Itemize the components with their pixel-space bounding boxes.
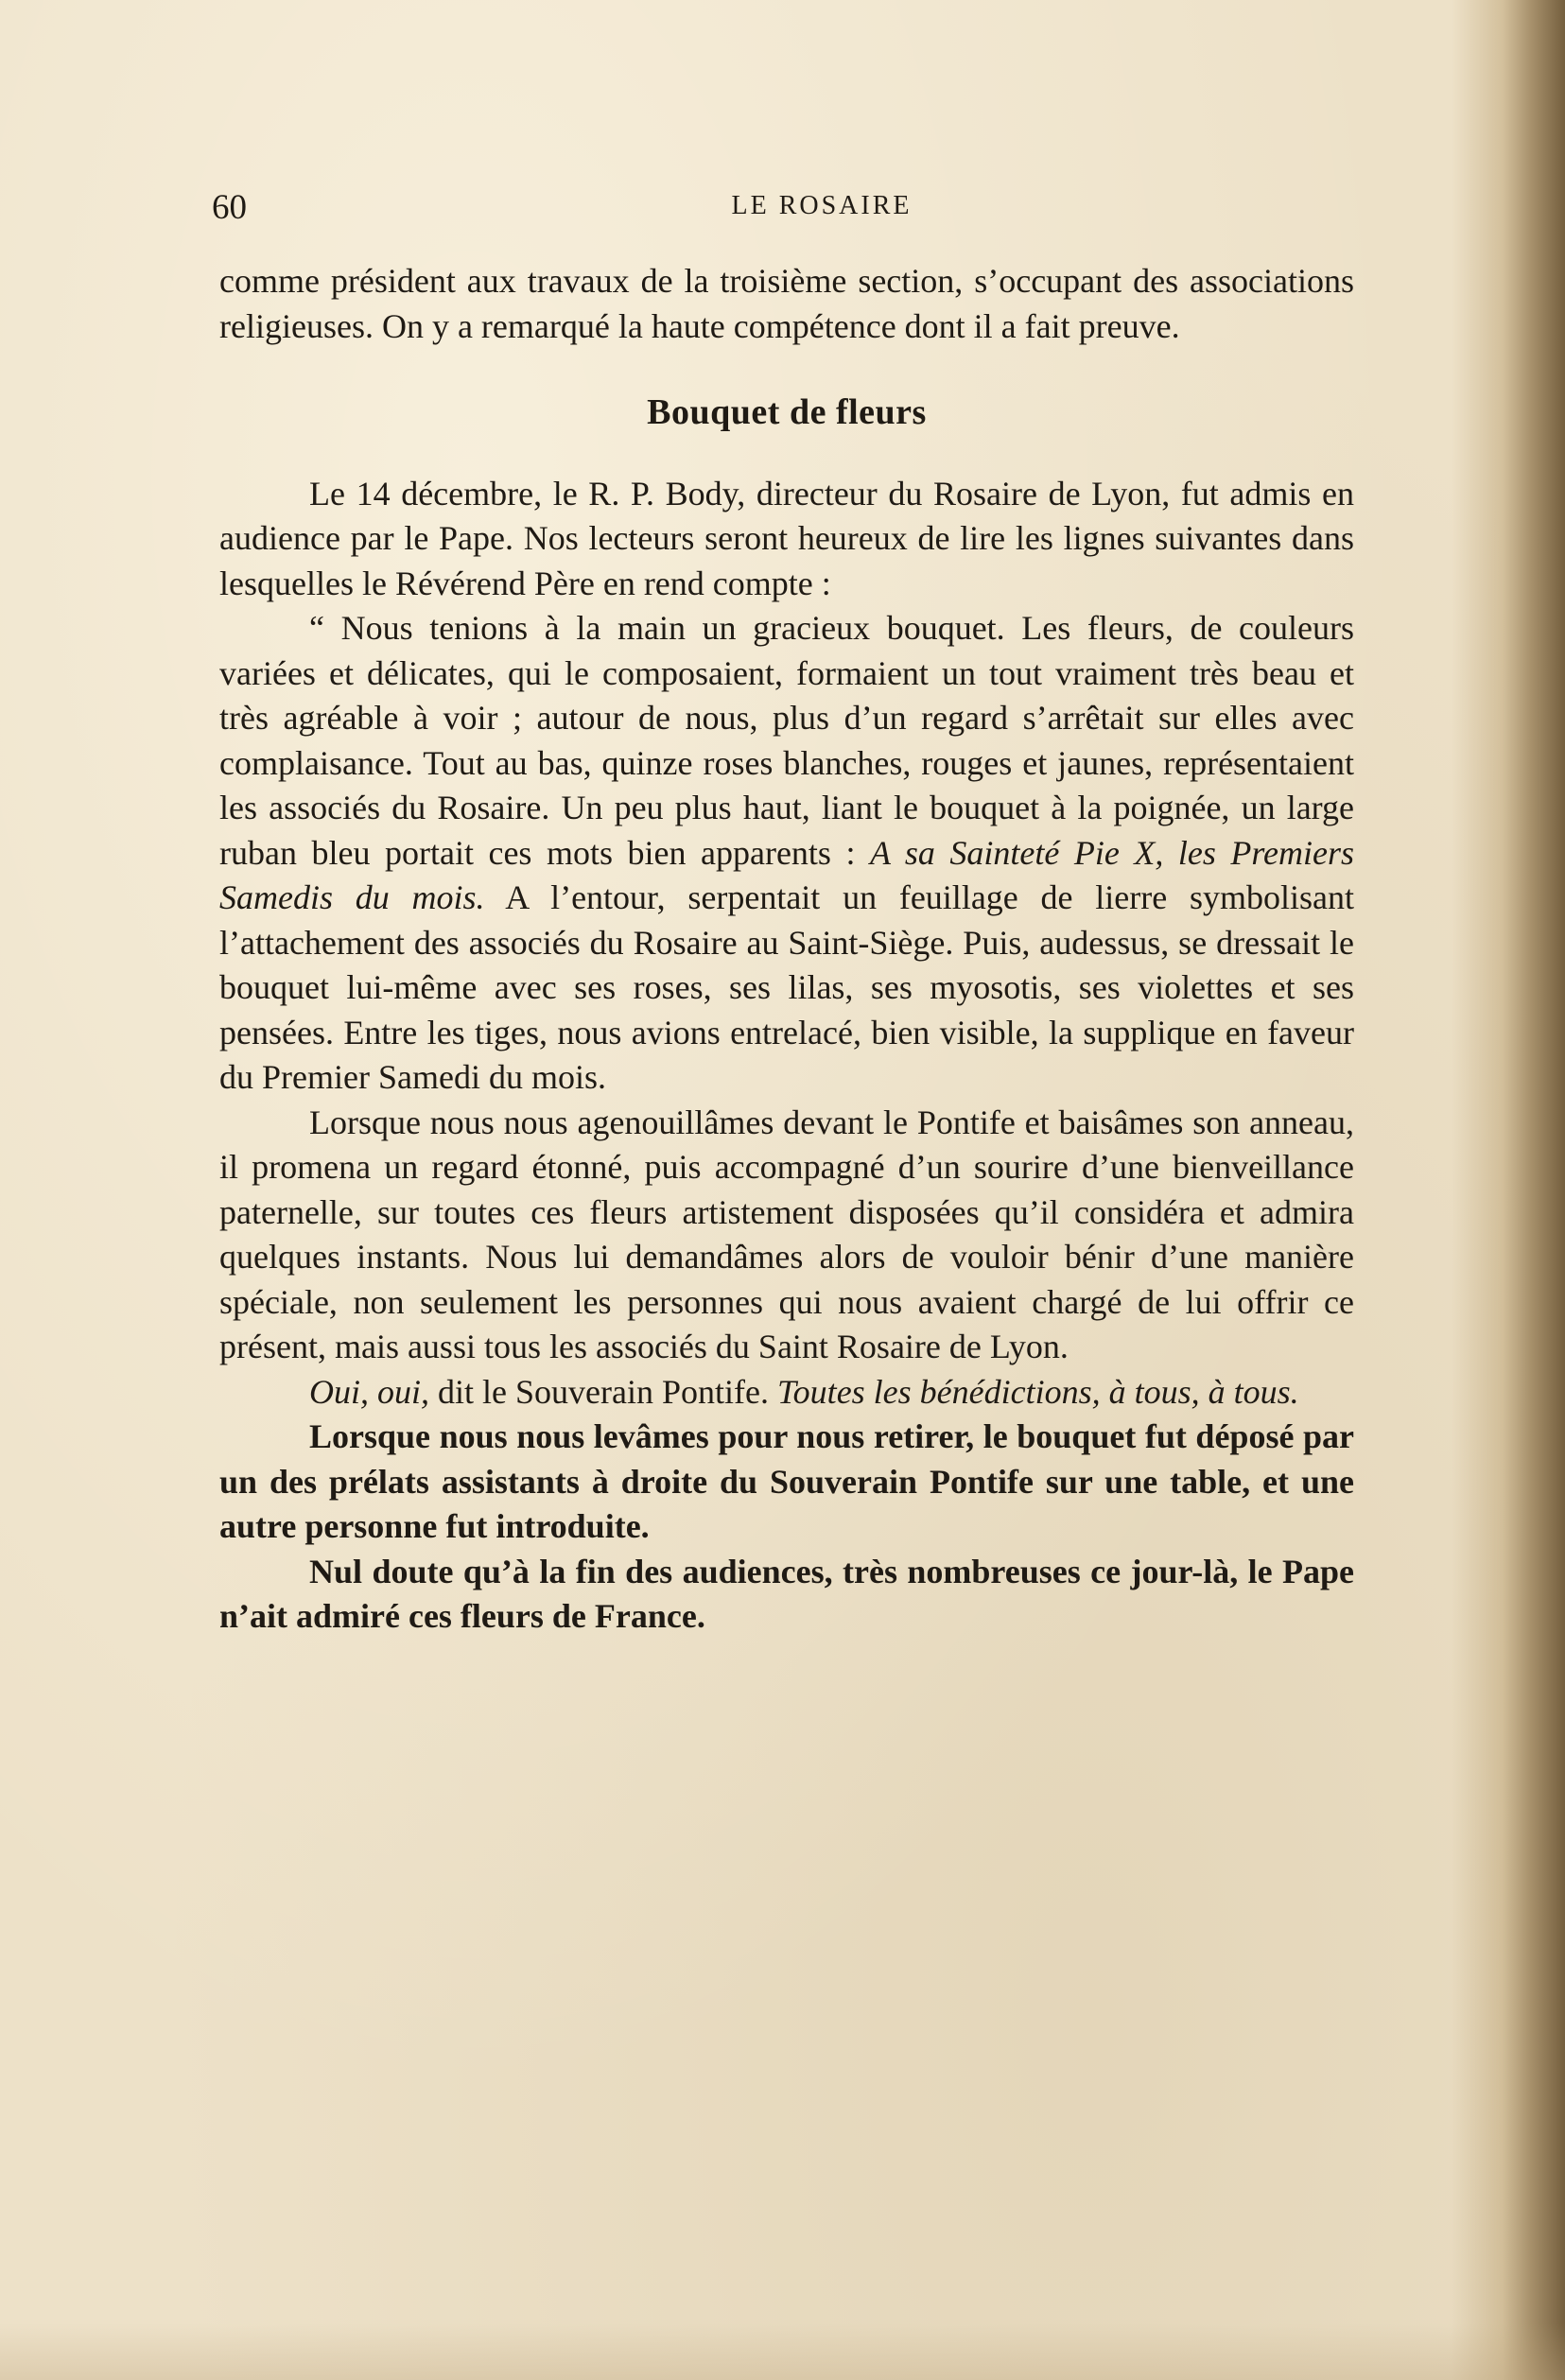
page-body xyxy=(219,259,1354,1640)
paragraph-audience: Lorsque nous nous agenouillâmes devant le Pontife et baisâmes son anneau, il promena un regard étonné, puis accompagné d’un sourire d’une bienveillance paternelle, sur toutes ces fleurs artistement disposées qu’il considéra et admira quelques instants. Nous lui demandâmes alors de vouloir bénir d’une manière spéciale, non seulement les personnes qui nous avaient chargé de lui offrir ce présent, mais aussi tous les associés du Saint Rosaire de Lyon. xyxy=(219,1103,1354,1365)
quote-text-end: A l’entour, serpentait un feuillage de lierre symbolisant l’attachement des associés du Rosaire au Saint-Siège. Puis, audessus, se dressait le bouquet lui-même avec ses roses, ses lilas, ses myosotis, ses violettes et ses pensées. Entre les tiges, nous avions entrelacé, bien visible, la supplique en faveur du Premier Samedi du mois. xyxy=(219,878,1354,1096)
page-bottom-shade xyxy=(0,2323,1565,2380)
paragraph-continued: comme président aux travaux de la troisième section, s’occupant des associations religieuses. On y a remarqué la haute compétence dont il a fait preuve. xyxy=(219,262,1354,345)
pope-words-a: Oui, oui, xyxy=(309,1372,430,1411)
paragraph-intro: Le 14 décembre, le R. P. Body, directeur du Rosaire de Lyon, fut admis en audience par le Pape. Nos lecteurs seront heureux de lire les lignes suivantes dans lesquelles le Révérend Père en rend compte : xyxy=(219,474,1354,602)
page-edge-shadow xyxy=(1452,0,1565,2380)
running-title: LE ROSAIRE xyxy=(731,191,913,220)
page-header xyxy=(212,187,1356,235)
pope-words-b: Toutes les bénédictions, à tous, à tous. xyxy=(776,1372,1299,1411)
ribbon-inscription: A sa Sainteté Pie X, les Premiers Samedis du mois. xyxy=(219,833,1355,916)
section-heading: Bouquet de fleurs xyxy=(647,392,927,432)
paragraph-pope-reply xyxy=(219,1370,1354,1416)
page-number: 60 xyxy=(212,188,247,227)
paragraph-departure: Lorsque nous nous levâmes pour nous retirer, le bouquet fut déposé par un des prélats assistants à droite du Souverain Pontife sur une table, et une autre personne fut introduite. xyxy=(219,1417,1354,1545)
quote-text-start: “ Nous tenions à la main un gracieux bouquet. Les fleurs, de couleurs variées et délicates, qui le composaient, formaient un tout vraiment très beau et très agréable à voir ; autour de nous, plus d’un regard s’arrêtait sur elles avec complaisance. Tout au bas, quinze roses blanches, rouges et jaunes, représentaient les associés du Rosaire. Un peu plus haut, liant le bouquet à la poignée, un large ruban bleu portait ces mots bien apparents : xyxy=(219,609,1354,872)
reply-attribution: dit le Souverain Pontife. xyxy=(429,1372,777,1411)
paragraph-conclusion: Nul doute qu’à la fin des audiences, très nombreuses ce jour-là, le Pape n’ait admiré ces fleurs de France. xyxy=(219,1552,1354,1635)
paragraph-quote-bouquet xyxy=(219,606,1354,1101)
